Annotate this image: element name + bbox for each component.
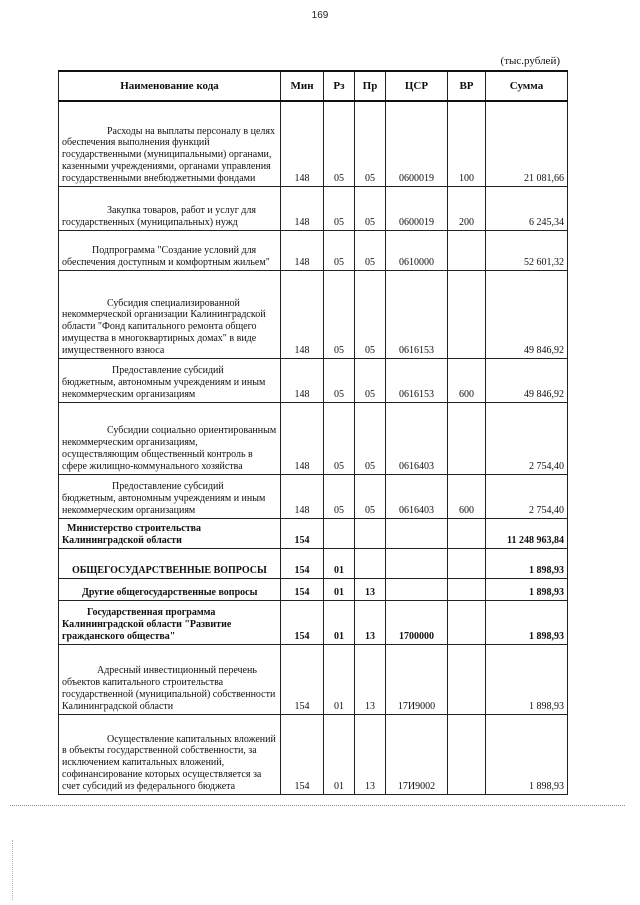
cell-rz: 05 bbox=[324, 230, 355, 270]
cell-csr: 1700000 bbox=[386, 600, 448, 644]
table-row bbox=[59, 101, 568, 186]
header-pr: Пр bbox=[355, 71, 386, 101]
cell-csr: 0610000 bbox=[386, 230, 448, 270]
cell-sum: 2 754,40 bbox=[486, 402, 568, 474]
cell-pr: 05 bbox=[355, 358, 386, 402]
cell-rz: 01 bbox=[324, 578, 355, 600]
cell-csr bbox=[386, 578, 448, 600]
cell-sum: 49 846,92 bbox=[486, 358, 568, 402]
cell-rz: 01 bbox=[324, 644, 355, 714]
cell-csr: 0600019 bbox=[386, 186, 448, 230]
cell-sum: 1 898,93 bbox=[486, 714, 568, 794]
cell-min: 154 bbox=[281, 714, 324, 794]
table-row bbox=[59, 518, 568, 548]
cell-min: 148 bbox=[281, 358, 324, 402]
cell-pr: 05 bbox=[355, 101, 386, 186]
cell-min: 148 bbox=[281, 474, 324, 518]
cell-min: 148 bbox=[281, 270, 324, 358]
cell-rz: 05 bbox=[324, 186, 355, 230]
cell-rz: 05 bbox=[324, 270, 355, 358]
cell-pr: 05 bbox=[355, 402, 386, 474]
cell-vr bbox=[448, 644, 486, 714]
cell-sum: 21 081,66 bbox=[486, 101, 568, 186]
cell-pr bbox=[355, 548, 386, 578]
table-row bbox=[59, 270, 568, 358]
cell-rz: 05 bbox=[324, 402, 355, 474]
cell-sum: 1 898,93 bbox=[486, 600, 568, 644]
cell-vr bbox=[448, 600, 486, 644]
cell-vr bbox=[448, 270, 486, 358]
cell-pr: 05 bbox=[355, 474, 386, 518]
cell-sum: 1 898,93 bbox=[486, 578, 568, 600]
cell-name: Предоставление субсидий бюджетным, автономным учреждениям и иным некоммерческим организациям bbox=[59, 358, 281, 402]
cell-csr: 0616403 bbox=[386, 474, 448, 518]
cell-rz: 01 bbox=[324, 714, 355, 794]
cell-rz: 05 bbox=[324, 358, 355, 402]
cell-name: Предоставление субсидий бюджетным, автономным учреждениям и иным некоммерческим организациям bbox=[59, 474, 281, 518]
cell-min: 148 bbox=[281, 186, 324, 230]
cell-vr: 600 bbox=[448, 474, 486, 518]
cell-name: Государственная программа Калининградской области "Развитие гражданского общества" bbox=[59, 600, 281, 644]
cell-vr: 100 bbox=[448, 101, 486, 186]
cell-csr: 0600019 bbox=[386, 101, 448, 186]
cell-sum: 52 601,32 bbox=[486, 230, 568, 270]
cell-name: Осуществление капитальных вложений в объекты государственной собственности, за исключением капитальных вложений, софинансирование которых осуществляется за счет субсидий из федерального бюджета bbox=[59, 714, 281, 794]
table-header-row bbox=[59, 71, 568, 101]
cell-name: Министерство строительства Калининградской области bbox=[59, 518, 281, 548]
cell-min: 154 bbox=[281, 600, 324, 644]
header-rz: Рз bbox=[324, 71, 355, 101]
cell-vr bbox=[448, 714, 486, 794]
cell-csr: 0616153 bbox=[386, 270, 448, 358]
cell-name: Субсидия специализированной некоммерческой организации Калининградской области "Фонд капитального ремонта общего имущества в многоквартирных домах" в виде имущественного взноса bbox=[59, 270, 281, 358]
cell-pr: 13 bbox=[355, 644, 386, 714]
cell-min: 154 bbox=[281, 548, 324, 578]
table-row bbox=[59, 548, 568, 578]
cell-pr: 13 bbox=[355, 600, 386, 644]
cell-vr bbox=[448, 548, 486, 578]
table-row bbox=[59, 474, 568, 518]
cell-name: Закупка товаров, работ и услуг для государственных (муниципальных) нужд bbox=[59, 186, 281, 230]
cell-csr: 0616153 bbox=[386, 358, 448, 402]
table-row bbox=[59, 578, 568, 600]
cell-sum: 49 846,92 bbox=[486, 270, 568, 358]
cell-pr: 05 bbox=[355, 186, 386, 230]
cell-name: ОБЩЕГОСУДАРСТВЕННЫЕ ВОПРОСЫ bbox=[59, 548, 281, 578]
header-min: Мин bbox=[281, 71, 324, 101]
scan-dotted-line bbox=[10, 805, 625, 806]
cell-vr bbox=[448, 518, 486, 548]
header-csr: ЦСР bbox=[386, 71, 448, 101]
cell-min: 148 bbox=[281, 230, 324, 270]
table-row bbox=[59, 600, 568, 644]
cell-vr: 600 bbox=[448, 358, 486, 402]
scan-margin-mark bbox=[12, 840, 13, 900]
cell-vr bbox=[448, 578, 486, 600]
cell-min: 154 bbox=[281, 518, 324, 548]
units-label: (тыс.рублей) bbox=[500, 55, 560, 67]
cell-pr bbox=[355, 518, 386, 548]
cell-pr: 05 bbox=[355, 270, 386, 358]
cell-pr: 13 bbox=[355, 578, 386, 600]
table-row bbox=[59, 402, 568, 474]
page-number: 169 bbox=[311, 10, 329, 21]
header-sum: Сумма bbox=[486, 71, 568, 101]
cell-csr: 17И9002 bbox=[386, 714, 448, 794]
cell-rz: 01 bbox=[324, 600, 355, 644]
cell-csr bbox=[386, 518, 448, 548]
cell-name: Другие общегосударственные вопросы bbox=[59, 578, 281, 600]
header-name: Наименование кода bbox=[59, 71, 281, 101]
table-row bbox=[59, 186, 568, 230]
cell-name: Подпрограмма "Создание условий для обеспечения доступным и комфортным жильем" bbox=[59, 230, 281, 270]
cell-csr: 17И9000 bbox=[386, 644, 448, 714]
cell-vr bbox=[448, 230, 486, 270]
cell-pr: 13 bbox=[355, 714, 386, 794]
cell-csr bbox=[386, 548, 448, 578]
cell-sum: 1 898,93 bbox=[486, 644, 568, 714]
cell-vr bbox=[448, 402, 486, 474]
table-row bbox=[59, 714, 568, 794]
cell-min: 154 bbox=[281, 644, 324, 714]
cell-rz: 05 bbox=[324, 474, 355, 518]
cell-min: 154 bbox=[281, 578, 324, 600]
cell-name: Субсидии социально ориентированным некоммерческим организациям, осуществляющим общественный контроль в сфере жилищно-коммунального хозяйства bbox=[59, 402, 281, 474]
table-row bbox=[59, 358, 568, 402]
cell-min: 148 bbox=[281, 101, 324, 186]
cell-rz bbox=[324, 518, 355, 548]
cell-rz: 01 bbox=[324, 548, 355, 578]
table-row bbox=[59, 230, 568, 270]
cell-sum: 6 245,34 bbox=[486, 186, 568, 230]
table-row bbox=[59, 644, 568, 714]
budget-table bbox=[58, 70, 568, 795]
cell-sum: 2 754,40 bbox=[486, 474, 568, 518]
cell-rz: 05 bbox=[324, 101, 355, 186]
cell-pr: 05 bbox=[355, 230, 386, 270]
cell-name: Расходы на выплаты персоналу в целях обеспечения выполнения функций государственными (муниципальными) органами, казенными учреждениями, органами управления государственными внебюджетными фондами bbox=[59, 101, 281, 186]
cell-min: 148 bbox=[281, 402, 324, 474]
cell-name: Адресный инвестиционный перечень объектов капитального строительства государственной (муниципальной) собственности Калининградской области bbox=[59, 644, 281, 714]
header-vr: ВР bbox=[448, 71, 486, 101]
cell-sum: 1 898,93 bbox=[486, 548, 568, 578]
cell-sum: 11 248 963,84 bbox=[486, 518, 568, 548]
cell-vr: 200 bbox=[448, 186, 486, 230]
cell-csr: 0616403 bbox=[386, 402, 448, 474]
